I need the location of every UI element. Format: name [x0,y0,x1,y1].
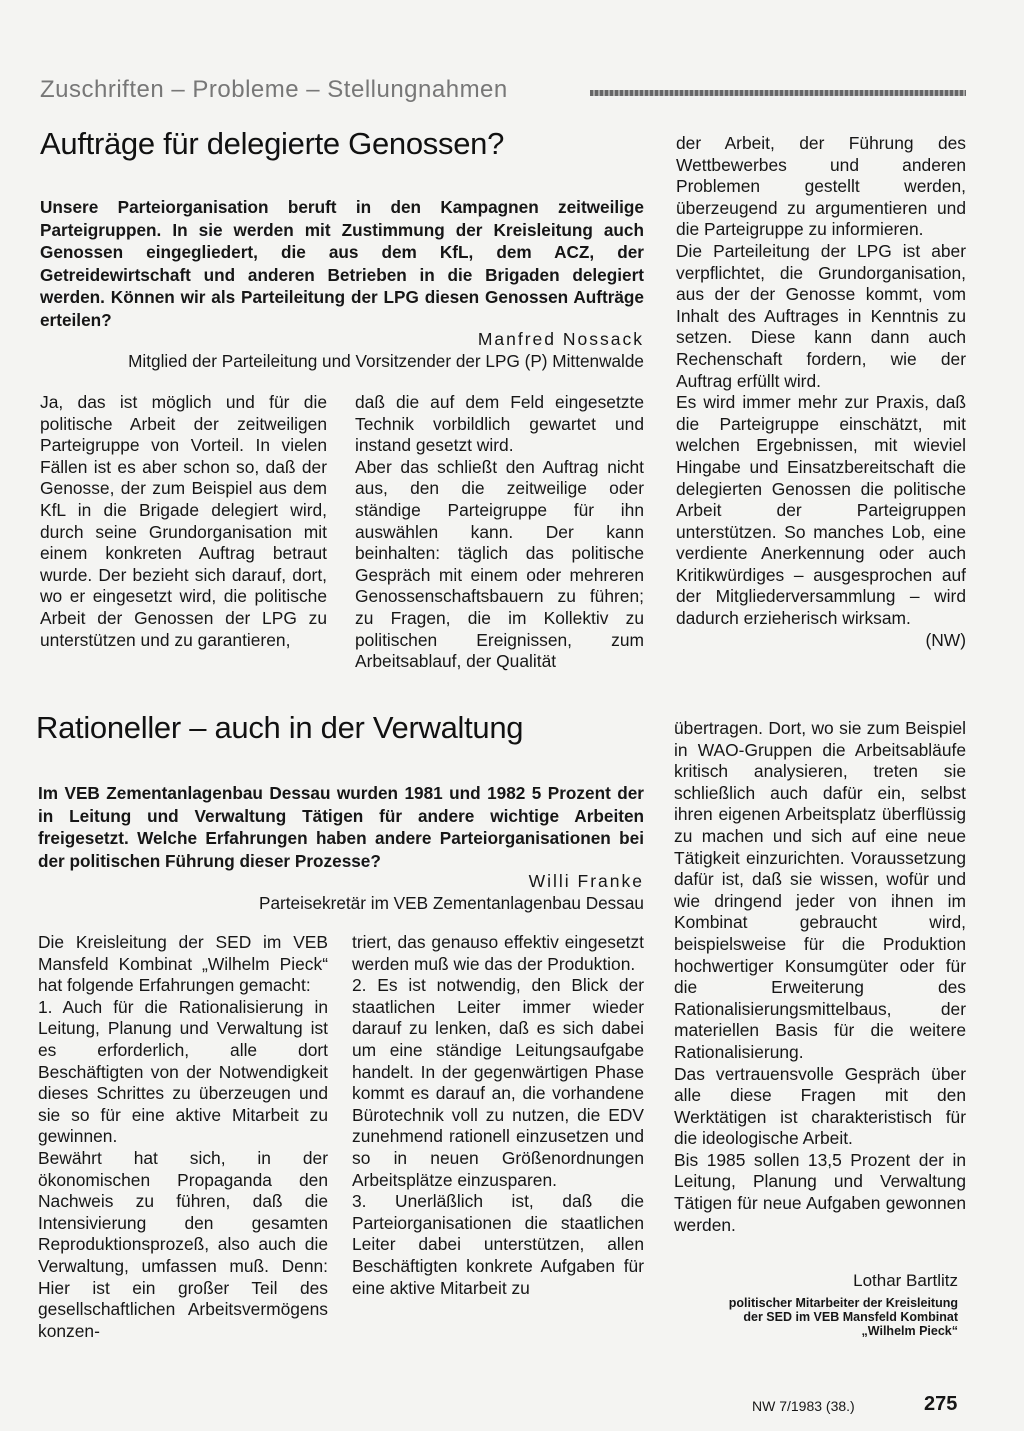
footer-issue: NW 7/1983 (38.) [752,1398,855,1414]
article1-col2-paragraph-1: daß die auf dem Feld eingesetzte Technik vorbildlich gewartet und instand gesetzt wird. [355,392,644,456]
article2-col3-paragraph-2: Das vertrauensvolle Gespräch über alle diese Fragen mit den Werktätigen ist charakteristisch für die ideologische Arbeit. [674,1063,966,1149]
article1-column-2 [355,392,644,673]
article2-column-3 [674,718,966,1236]
article2-col3-paragraph-3: Bis 1985 sollen 13,5 Prozent der in Leitung, Planung und Verwaltung Tätigen für neue Aufgaben gewonnen werden. [674,1149,966,1235]
signature-name: Lothar Bartlitz [853,1271,958,1290]
article1-headline: Aufträge für delegierte Genossen? [40,126,505,161]
article2-col2-paragraph-2: 2. Es ist notwendig, den Blick der staatlichen Leiter immer wieder darauf zu lenken, daß es sich dabei um eine ständige Leitungsaufgabe handelt. In der gegenwärtigen Phase kommt es darauf an, die vorhandene Bürotechnik voll zu nutzen, die EDV zunehmend rationell einzusetzen und so in neuen Größenordnungen Arbeitsplätze einzusparen. [352,975,644,1190]
article1-col3-paragraph-1: der Arbeit, der Führung des Wettbewerbes und anderen Problemen gestellt werden, überzeugend zu argumentieren und die Parteigruppe zu informieren. [676,133,966,240]
signature-role-line-2: der SED im VEB Mansfeld Kombinat [743,1310,958,1324]
article2-col3-paragraph-1: übertragen. Dort, wo sie zum Beispiel in WAO-Gruppen die Arbeitsabläufe kritisch analysieren, treten sie schließlich auch dafür ein, selbst ihren eigenen Arbeitsplatz überflüssig zu machen und sich auf eine neue Tätigkeit einzurichten. Voraussetzung dafür ist, daß sie wissen, wofür und wie dringend jeder von ihnen im Kombinat gebraucht wird, beispielsweise für die Produktion hochwertiger Konsumgüter oder für die Erweiterung des Rationalisierungsmittelbaus, der materiellen Basis für die weitere Rationalisierung. [674,718,966,1062]
section-header: Zuschriften – Probleme – Stellungnahmen [40,76,508,103]
article1-col3-paragraph-2: Die Parteileitung der LPG ist aber verpflichtet, die Grundorganisation, aus der der Genosse kommt, vom Inhalt des Auftrages in Kenntnis zu setzen. Diese kann dann auch Rechenschaft fordern, wie der Auftrag erfüllt wird. [676,240,966,391]
article2-author-role: Parteisekretär im VEB Zementanlagenbau Dessau [258,893,644,913]
article2-col2-paragraph-1: triert, das genauso effektiv eingesetzt werden muß wie das der Produktion. [352,932,644,974]
signature-role-line-3: „Wilhelm Pieck“ [861,1324,958,1338]
signature-role-line-1: politischer Mitarbeiter der Kreisleitung [728,1296,958,1310]
article2-col1-paragraph-3: Bewährt hat sich, in der ökonomischen Propaganda den Nachweis zu führen, daß die Intensivierung den gesamten Reproduktionsprozeß, also auch die Verwaltung, umfassen muß. Denn: Hier ist ein großer Teil des gesellschaftlichen Arbeitsvermögens konzen- [38,1147,328,1341]
article2-col2-paragraph-3: 3. Unerläßlich ist, daß die Parteiorganisationen die staatlichen Leiter dabei unterstützen, allen Beschäftigten konkrete Aufgaben für eine aktive Mitarbeit zu [352,1191,644,1298]
article2-col1-paragraph-2: 1. Auch für die Rationalisierung in Leitung, Planung und Verwaltung ist es erforderlich, alle dort Beschäftigten von der Notwendigkeit dieses Schrittes zu überzeugen und sie so für eine aktive Mitarbeit zu gewinnen. [38,996,328,1147]
article2-author-name: Willi Franke [528,871,644,891]
article1-author-role: Mitglied der Parteileitung und Vorsitzender der LPG (P) Mittenwalde [128,351,644,371]
article1-author-name: Manfred Nossack [477,329,644,349]
article1-credit: (NW) [925,629,966,650]
article2-signature [674,1270,958,1338]
article1-lead: Unsere Parteiorganisation beruft in den Kampagnen zeitweilige Parteigruppen. In sie werden mit Zustimmung der Kreisleitung auch Genossen eingegliedert, die aus dem KfL, dem ACZ, der Getreidewirtschaft und anderen Betrieben in die Brigaden delegiert werden. Können wir als Parteileitung der LPG diesen Genossen Aufträge erteilen? [40,197,644,330]
article2-column-1 [38,932,328,1342]
article2-lead: Im VEB Zementanlagenbau Dessau wurden 1981 und 1982 5 Prozent der in Leitung und Verwaltung Tätigen für andere wichtige Arbeiten freigesetzt. Welche Erfahrungen haben andere Parteiorganisationen bei der politischen Führung dieser Prozesse? [38,783,644,871]
article1-col2-paragraph-2: Aber das schließt den Auftrag nicht aus, den die zeitweilige oder ständige Parteigruppe für ihn auswählen kann. Der kann beinhalten: täglich das politische Gespräch mit einem oder mehreren Genossenschaftsbauern zu führen; zu Fragen, die im Kollektiv zu politischen Ereignissen, zum Arbeitsablauf, der Qualität [355,456,644,672]
article1-col3-paragraph-3: Es wird immer mehr zur Praxis, daß die Parteigruppe einschätzt, mit welchen Ergebnissen, mit wieviel Hingabe und Einsatzbereitschaft die delegierten Genossen die politische Arbeit der Parteigruppen unterstützen. So manches Lob, eine verdiente Anerkennung oder auch Kritikwürdiges – ausgesprochen auf der Mitgliederversammlung – wird dadurch erzieherisch wirksam. [676,392,966,629]
article2-column-2 [352,932,644,1299]
article2-headline: Rationeller – auch in der Verwaltung [36,710,524,745]
article1-col1-paragraph: Ja, das ist möglich und für die politische Arbeit der zeitweiligen Parteigruppe von Vorteil. In vielen Fällen ist es aber schon so, daß der Genosse, der zum Beispiel aus dem KfL in die Brigade delegiert wird, durch seine Grundorganisation mit einem konkreten Auftrag betraut wurde. Der bezieht sich darauf, dort, wo er eingesetzt wird, die politische Arbeit der Genossen der LPG zu unterstützen und zu garantieren, [40,392,327,650]
article2-col1-paragraph-1: Die Kreisleitung der SED im VEB Mansfeld Kombinat „Wilhelm Pieck“ hat folgende Erfahrungen gemacht: [38,932,328,996]
article1-column-1 [40,392,327,651]
footer-page-number: 275 [924,1393,958,1415]
section-header-rule [590,90,966,96]
article1-column-3 [676,133,966,651]
